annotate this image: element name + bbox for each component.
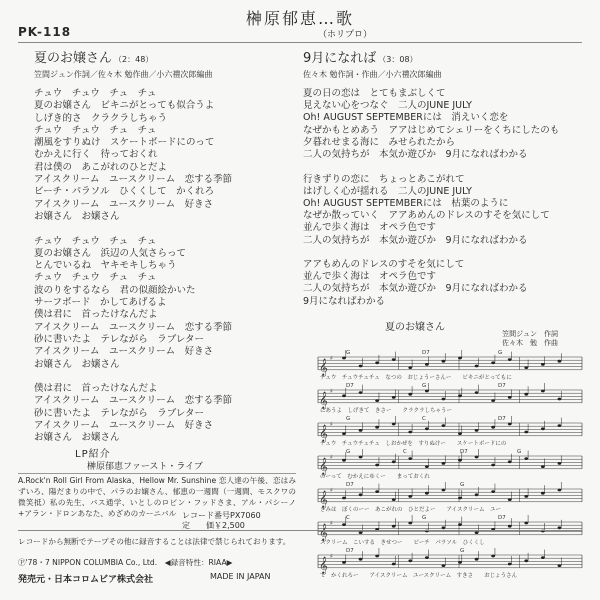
note-head [442,462,446,465]
note-head [408,559,412,562]
note-head [442,424,446,427]
verse-gap [34,371,232,383]
note-head [408,522,412,525]
score-lyric: チュウ チュウチュチュ しおかぜを すりぬけー スケートボードにの [320,440,507,447]
score-lyric: スクリーム こいする きせつー ビーチ パラソル ひくくし [320,539,485,546]
note-head [558,424,562,427]
note-head [408,457,412,460]
score-lyric: にあうよ しげきて きさー クラクラしちゃうー [320,407,453,414]
note-head [508,525,512,528]
note-head [359,531,363,534]
note-head [392,358,396,361]
note-head [558,360,562,363]
chord-symbol: D7 [460,449,468,455]
lyric-line: はげしく心が揺れる 二人のJUNE JULY [303,185,472,197]
chord-symbol: D7 [498,515,506,521]
score-composer: 佐々木 勉 作曲 [502,339,558,347]
note-head [392,460,396,463]
note-head [524,393,528,396]
bottom-rule [18,530,582,531]
chord-symbol: G [422,383,427,389]
note-head [475,391,479,394]
note-head [475,493,479,496]
note-head [342,394,346,397]
note-head [458,357,462,360]
lp-heading: LP紹介 [75,449,111,460]
lyric-line: 見えない心をつなぐ 二人のJUNE JULY [303,100,472,112]
lyric-line: お嬢さん お嬢さん [34,358,120,370]
note-head [342,523,346,526]
chord-symbol: D7 [346,482,354,488]
note-head [541,556,545,559]
lyric-line: 潮風をすりぬけ スケートボードにのって [34,137,215,149]
note-head [408,431,412,434]
copyright-notice: レコードから無断でテープその他に録音することは法律で禁じられております。 [18,537,291,546]
lyric-line: 夏のお嬢さん 浜辺の人気さらって [34,247,187,259]
chord-symbol: G [346,416,351,422]
song-a-lyrics [34,88,232,445]
note-head [458,432,462,435]
song-b-lyrics [303,88,559,308]
catalog-number: PK-118 [18,25,72,39]
treble-clef-icon: 𝄞 [319,423,328,442]
chord-symbol: G [517,449,522,455]
verse-gap [34,223,232,235]
lyric-line: 並んで歩く海は オペラ色です [303,271,437,283]
chord-symbol: D7 [346,548,354,554]
note-head [491,361,495,364]
lyric-line: チュウ チュウ チュ チュ [34,124,157,136]
song-b-credits: 佐々木 勉作詞・作曲／小六禮次郎編曲 [303,70,442,79]
note-head [408,393,412,396]
note-head [458,459,462,462]
note-head [524,431,528,434]
lyric-line: アイスクリーム ユースクリーム 好きさ [34,420,214,432]
lyric-line: 二人の気持ちが 本気か遊びか 9月になればわかる [303,234,528,246]
lyric-line: Oh! AUGUST SEPTEMBERには 消えいく恋を [303,112,509,124]
note-head [392,498,396,501]
lyric-line: なぜかもとめあう アアはじめてシェリーをくちにしたのも [303,124,560,136]
chord-symbol: C [422,416,426,422]
note-head [508,563,512,566]
chord-symbol: G [498,350,503,356]
score-lyric: て かくれろー アイスクリーム ユースクリーム すきさ おじょうさん [320,572,518,579]
lyric-line: お嬢さん お嬢さん [34,210,120,222]
note-head [524,495,528,498]
note-head [541,427,545,430]
note-head [558,489,562,492]
note-head [558,462,562,465]
note-head [491,464,495,467]
lyric-line: 夏の日の恋は とてもまぶしくて [303,88,446,99]
note-head [392,563,396,566]
note-head [508,358,512,361]
lyric-line: 砂に書いたよ テレながら ラブレター [34,333,205,345]
note-head [425,427,429,430]
lyric-line: しげき的さ クラクラしちゃう [34,112,168,124]
lyric-line: とんでいるね ヤキモキしちゃう [34,260,177,272]
lyric-line: 夕暮れせまる海に みせられたから [303,136,456,148]
note-head [524,457,528,460]
song-a-duration: （2：48） [114,55,154,64]
chord-symbol: G [422,515,427,521]
lyric-line: 行きずりの恋に ちょっとあこがれて [303,173,465,185]
note-head [408,366,412,369]
song-a-title [34,47,153,66]
note-head [392,423,396,426]
note-head [541,492,545,495]
lp-price: 定 価￥2,500 [182,521,245,530]
treble-clef-icon: 𝄞 [319,489,328,508]
chord-symbol: C [403,449,407,455]
song-a-credits: 笠間ジュン作詞／佐々木 勉作曲／小六禮次郎編曲 [34,70,213,79]
note-head [359,558,363,561]
note-head [491,490,495,493]
note-head [442,564,446,567]
lyric-line: チュウ チュウ チュ チュ [34,88,157,99]
chord-symbol: D7 [498,383,506,389]
note-head [475,456,479,459]
note-head [375,464,379,467]
sharp-icon: ♯ [330,454,333,461]
lyric-line: アイスクリーム ユースクリーム 好きさ [34,198,214,210]
note-head [508,396,512,399]
note-head [541,465,545,468]
note-head [359,429,363,432]
note-head [524,366,528,369]
lyric-line: サーフボード かしてあげるよ [34,297,167,309]
lyric-line: 砂に書いたよ テレながら ラブレター [34,407,205,419]
note-head [359,391,363,394]
treble-clef-icon: 𝄞 [319,456,328,475]
chord-symbol: D7 [346,383,354,389]
lyric-line: お嬢さん お嬢さん [34,432,120,444]
note-head [342,357,346,360]
note-head [425,492,429,495]
lyric-line: チュウ チュウ チュ チュ [34,235,157,247]
note-head [375,399,379,402]
note-head [558,526,562,529]
note-head [425,363,429,366]
note-head [558,564,562,567]
note-head [408,495,412,498]
score-lyric: のーって むかえにゆくー まっておくれ [320,473,430,480]
lyric-line: アイスクリーム ユースクリーム 恋する季節 [34,321,233,333]
note-head [442,489,446,492]
lyric-line: 僕は君に 首ったけなんだよ [34,309,158,321]
note-head [524,522,528,525]
score-title: 夏のお嬢さん [385,322,445,333]
treble-clef-icon: 𝄞 [319,522,328,541]
note-head [442,360,446,363]
note-head [392,396,396,399]
publisher-name: 発売元・日本コロムビア株式会社 [18,575,154,585]
note-head [442,526,446,529]
note-head [541,363,545,366]
chord-symbol: G [460,548,465,554]
verse-gap [303,161,559,173]
note-head [342,561,346,564]
score-lyric: きみは ぼくのーー あこがれの ひとだよー アイスクリーム ユー [320,506,501,513]
lyric-line: アイスクリーム ユースクリーム 好きさ [34,346,214,358]
note-head [392,525,396,528]
song-b-title [303,47,418,66]
note-head [425,556,429,559]
production-label: （ホリプロ） [318,30,373,40]
note-head [375,490,379,493]
lp-rule [18,473,296,474]
chord-symbol: G [346,350,351,356]
sharp-icon: ♯ [330,520,333,527]
sharp-icon: ♯ [330,388,333,395]
lyric-line: アイスクリーム ユースクリーム 恋する季節 [34,174,233,186]
treble-clef-icon: 𝄞 [319,555,328,574]
note-head [442,398,446,401]
score-lyricist: 笠間ジュン 作詞 [502,330,558,338]
sheet-music-score [316,345,584,585]
lyric-line: Oh! AUGUST SEPTEMBERには 枯葉のように [303,197,509,209]
score-lyric: チュウ チュウチュチュ なつの おじょうーさんー ビキニがとってもに [320,374,512,381]
lyric-line: チュウ チュウ チュ チュ [34,272,157,284]
note-head [458,523,462,526]
note-head [425,390,429,393]
note-head [342,497,346,500]
note-head [342,459,346,462]
lyric-line: 夏のお嬢さん ビキニがとっても似合うよ [34,100,215,112]
lyric-line: 二人の気持ちが 本気か遊びか 9月になればわかる [303,283,528,295]
note-head [359,493,363,496]
note-head [458,497,462,500]
made-in-label: MADE IN JAPAN [210,572,271,581]
note-head [359,365,363,368]
note-head [375,426,379,429]
copyright-line: Ⓟ'78・7 NIPPON COLUMBIA Co., Ltd. ◀録音特性：RIAA▶ [18,558,233,567]
note-head [524,559,528,562]
chord-symbol: G [346,449,351,455]
sharp-icon: ♯ [330,487,333,494]
treble-clef-icon: 𝄞 [319,390,328,409]
note-head [508,460,512,463]
sharp-icon: ♯ [330,421,333,428]
lyric-line: 君は僕の あこがれのひとだよ [34,161,168,173]
lyric-line: 二人の気持ちが 本気か遊びか 9月になればわかる [303,149,528,161]
note-head [541,390,545,393]
note-head [375,555,379,558]
sharp-icon: ♯ [330,553,333,560]
note-head [491,426,495,429]
note-head [458,394,462,397]
top-rule [18,42,582,43]
chord-symbol: C [346,515,350,521]
note-head [558,398,562,401]
note-head [342,432,346,435]
song-b-name: 9月になれば [303,51,377,66]
sharp-icon: ♯ [330,355,333,362]
note-head [458,561,462,564]
song-a-name: 夏のお嬢さん [34,51,113,66]
lyric-line: むかえに行く 待っておくれ [34,149,158,161]
lyric-line: 僕は君に 首ったけなんだよ [34,383,158,395]
note-head [508,498,512,501]
note-head [491,555,495,558]
note-head [491,399,495,402]
song-b-duration: （3：08） [378,55,418,64]
lyric-line: 波のりをするなら 君の似顔絵かいた [34,284,196,296]
treble-clef-icon: 𝄞 [319,357,328,376]
lp-description: A.Rock'n Roll Girl From Alaska、Hellow Mr. Sunshine 恋人達の午後、恋はみずいろ、陽だまりの中で、パラのお嬢さん、郁恵の一週間（一週間、モスクワの微笑抵）私の先生、バス通学、いとしのロビン・フッドさま、アル・パシーノ+アラン・ドロンあなた、めざめのカーニバル [18,476,296,518]
note-head [475,429,479,432]
note-head [359,456,363,459]
note-head [375,361,379,364]
lyric-line: なぜか散っていく アアあめんのドレスのすそを気にして [303,210,550,222]
note-head [425,465,429,468]
verse-gap [303,247,559,259]
chord-symbol: D7 [422,350,430,356]
note-head [475,558,479,561]
chord-symbol: D7 [498,416,506,422]
lyric-line: ビーチ・パラソル ひくくして かくれろ [34,186,215,198]
note-head [475,531,479,534]
lyric-line: アアもめんのドレスのすそを気にして [303,259,465,271]
lp-record-number: レコード番号PX7060 [182,511,261,520]
note-head [475,365,479,368]
lyric-line: 並んで歩く海は オペラ色です [303,222,437,234]
note-head [508,423,512,426]
lyric-line: 9月になればわかる [303,295,386,307]
lyric-line: アイスクリーム ユースクリーム 恋する季節 [34,395,233,407]
chord-symbol: G [460,482,465,488]
lp-album-title: 榊原郁恵ファースト・ライブ [87,462,203,472]
artist-heading: 榊原郁恵…歌 [245,9,354,28]
